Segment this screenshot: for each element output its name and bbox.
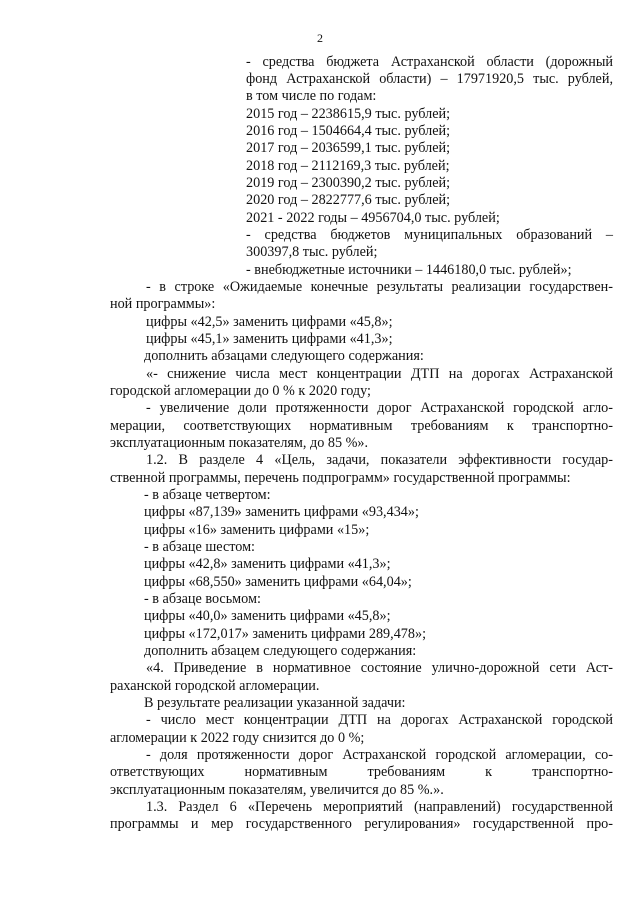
text-line: - средства бюджета Астраханской области (дорожный [246, 54, 613, 70]
text-line: «4. Приведение в нормативное состояние улично-дорожной сети Аст- [146, 660, 613, 676]
text-line: «- снижение числа мест концентрации ДТП на дорогах Астраханской [146, 366, 613, 382]
text-line: 2018 год – 2112169,3 тыс. рублей; [246, 158, 450, 174]
text-line: агломерации к 2022 году снизится до 0 %; [110, 730, 365, 746]
text-line: программы и мер государственного регулирования» государственной про- [110, 816, 613, 832]
text-line: ной программы»: [110, 296, 216, 312]
text-line: раханской городской агломерации. [110, 678, 320, 694]
text-line: цифры «68,550» заменить цифрами «64,04»; [144, 574, 412, 590]
text-line: эксплуатационным показателям, увеличится до 85 %.». [110, 782, 444, 798]
text-line: - средства бюджетов муниципальных образований – [246, 227, 613, 243]
text-line: - внебюджетные источники – 1446180,0 тыс. рублей»; [246, 262, 572, 278]
text-line: - в абзаце восьмом: [144, 591, 261, 607]
text-line: - в строке «Ожидаемые конечные результаты реализации государствен- [146, 279, 613, 295]
text-line: 1.2. В разделе 4 «Цель, задачи, показатели эффективности государ- [146, 452, 613, 468]
text-line: 2019 год – 2300390,2 тыс. рублей; [246, 175, 451, 191]
text-line: цифры «40,0» заменить цифрами «45,8»; [144, 608, 391, 624]
text-line: эксплуатационным показателям, до 85 %». [110, 435, 369, 451]
text-line: мерации, соответствующих нормативным требованиям к транспортно- [110, 418, 613, 434]
text-line: - доля протяженности дорог Астраханской городской агломерации, со- [146, 747, 613, 763]
text-line: - в абзаце четвертом: [144, 487, 271, 503]
text-line: 2015 год – 2238615,9 тыс. рублей; [246, 106, 451, 122]
text-line: цифры «16» заменить цифрами «15»; [144, 522, 370, 538]
text-line: 1.3. Раздел 6 «Перечень мероприятий (направлений) государственной [146, 799, 613, 815]
text-line: цифры «42,5» заменить цифрами «45,8»; [146, 314, 393, 330]
text-line: городской агломерации до 0 % к 2020 году; [110, 383, 371, 399]
text-line: цифры «42,8» заменить цифрами «41,3»; [144, 556, 391, 572]
text-line: ответствующих нормативным требованиям к транспортно- [110, 764, 613, 780]
text-line: цифры «87,139» заменить цифрами «93,434»; [144, 504, 419, 520]
text-line: 2021 - 2022 годы – 4956704,0 тыс. рублей; [246, 210, 500, 226]
text-line: дополнить абзацами следующего содержания: [144, 348, 424, 364]
text-line: дополнить абзацем следующего содержания: [144, 643, 417, 659]
text-line: В результате реализации указанной задачи: [144, 695, 406, 711]
text-line: цифры «172,017» заменить цифрами 289,478»; [144, 626, 427, 642]
text-line: фонд Астраханской области) – 17971920,5 тыс. рублей, [246, 71, 613, 87]
text-line: в том числе по годам: [246, 88, 377, 104]
text-line: 2016 год – 1504664,4 тыс. рублей; [246, 123, 451, 139]
text-line: ственной программы, перечень подпрограмм» государственной программы: [110, 470, 571, 486]
text-line: - число мест концентрации ДТП на дорогах Астраханской городской [146, 712, 613, 728]
text-line: 300397,8 тыс. рублей; [246, 244, 378, 260]
page-number: 2 [317, 31, 323, 45]
text-line: цифры «45,1» заменить цифрами «41,3»; [146, 331, 393, 347]
text-line: 2020 год – 2822777,6 тыс. рублей; [246, 192, 451, 208]
text-line: - увеличение доли протяженности дорог Астраханской городской агло- [146, 400, 613, 416]
text-line: - в абзаце шестом: [144, 539, 255, 555]
text-line: 2017 год – 2036599,1 тыс. рублей; [246, 140, 451, 156]
